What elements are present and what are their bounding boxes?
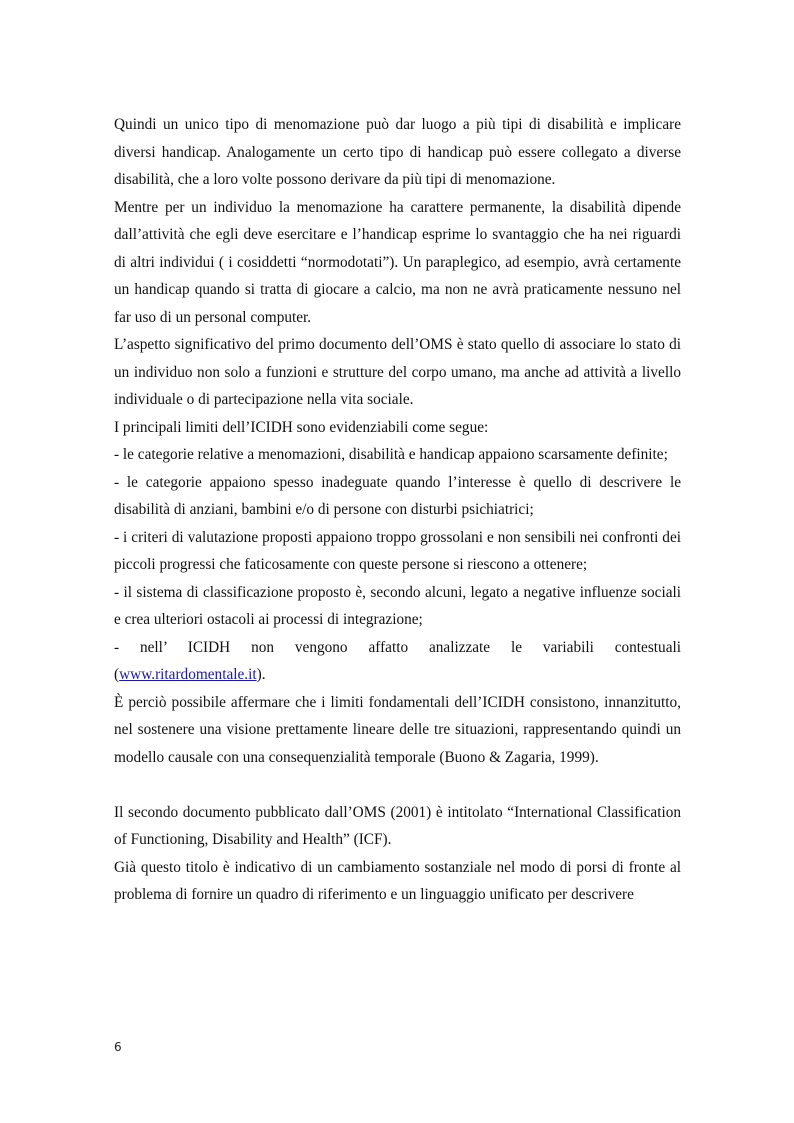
list-item-link-line <box>114 661 681 689</box>
paragraph-3: L’aspetto significativo del primo documento dell’OMS è stato quello di associare lo stato di un individuo non solo a funzioni e strutture del corpo umano, ma anche ad attività a livello individuale o di partecipazione nella vita sociale. <box>114 336 681 408</box>
paragraph-2: Mentre per un individuo la menomazione ha carattere permanente, la disabilità dipende dall’attività che egli deve esercitare e l’handicap esprime lo svantaggio che ha nei riguardi di altri individui ( i cosiddetti “normodotati”). Un paraplegico, ad esempio, avrà certamente un handicap quando si tratta di giocare a calcio, ma non ne avrà praticamente nessuno nel far uso di un personal computer. <box>114 198 681 326</box>
list-item-text: - nell’ ICIDH non vengono affatto analizzate le variabili contestuali <box>114 638 681 656</box>
list-item: - le categorie relative a menomazioni, disabilità e handicap appaiono scarsamente definite; <box>114 446 668 463</box>
list-item-contextual <box>114 634 681 662</box>
paragraph-icf-title: Il secondo documento pubblicato dall’OMS (2001) è intitolato “International Classification of Functioning, Disability and Health” (ICF). <box>114 803 681 848</box>
website-link[interactable]: www.ritardomentale.it <box>119 666 257 683</box>
list-item: - le categorie appaiono spesso inadeguate quando l’interesse è quello di descrivere le disabilità di anziani, bambini e/o di persone con disturbi psichiatrici; <box>114 473 681 518</box>
paragraph-gap <box>114 771 681 799</box>
paragraph-4: I principali limiti dell’ICIDH sono evidenziabili come segue: <box>114 418 489 436</box>
open-paren: ( <box>114 666 120 683</box>
paragraph-icf-intro: Già questo titolo è indicativo di un cambiamento sostanziale nel modo di porsi di fronte al problema di fornire un quadro di riferimento e un linguaggio unificato per descrivere <box>114 858 681 903</box>
list-item: - i criteri di valutazione proposti appaiono troppo grossolani e non sensibili nei confronti dei piccoli progressi che faticosamente con queste persone si riescono a ottenere; <box>114 528 681 573</box>
paragraph-1: Quindi un unico tipo di menomazione può dar luogo a più tipi di disabilità e implicare diversi handicap. Analogamente un certo tipo di handicap può essere collegato a diverse disabilità, che a loro volte possono derivare da più tipi di menomazione. <box>114 116 681 188</box>
list-item: - il sistema di classificazione proposto è, secondo alcuni, legato a negative influenze sociali e crea ulteriori ostacoli ai processi di integrazione; <box>114 583 681 628</box>
close-paren: ). <box>256 666 266 683</box>
page-number: 6 <box>114 1040 122 1054</box>
paragraph-conclusion: È perciò possibile affermare che i limiti fondamentali dell’ICIDH consistono, innanzitutto, nel sostenere una visione prettamente lineare delle tre situazioni, rappresentando quindi un modello causale con una consequenzialità temporale (Buono & Zagaria, 1999). <box>114 693 681 766</box>
body-text <box>114 111 681 909</box>
